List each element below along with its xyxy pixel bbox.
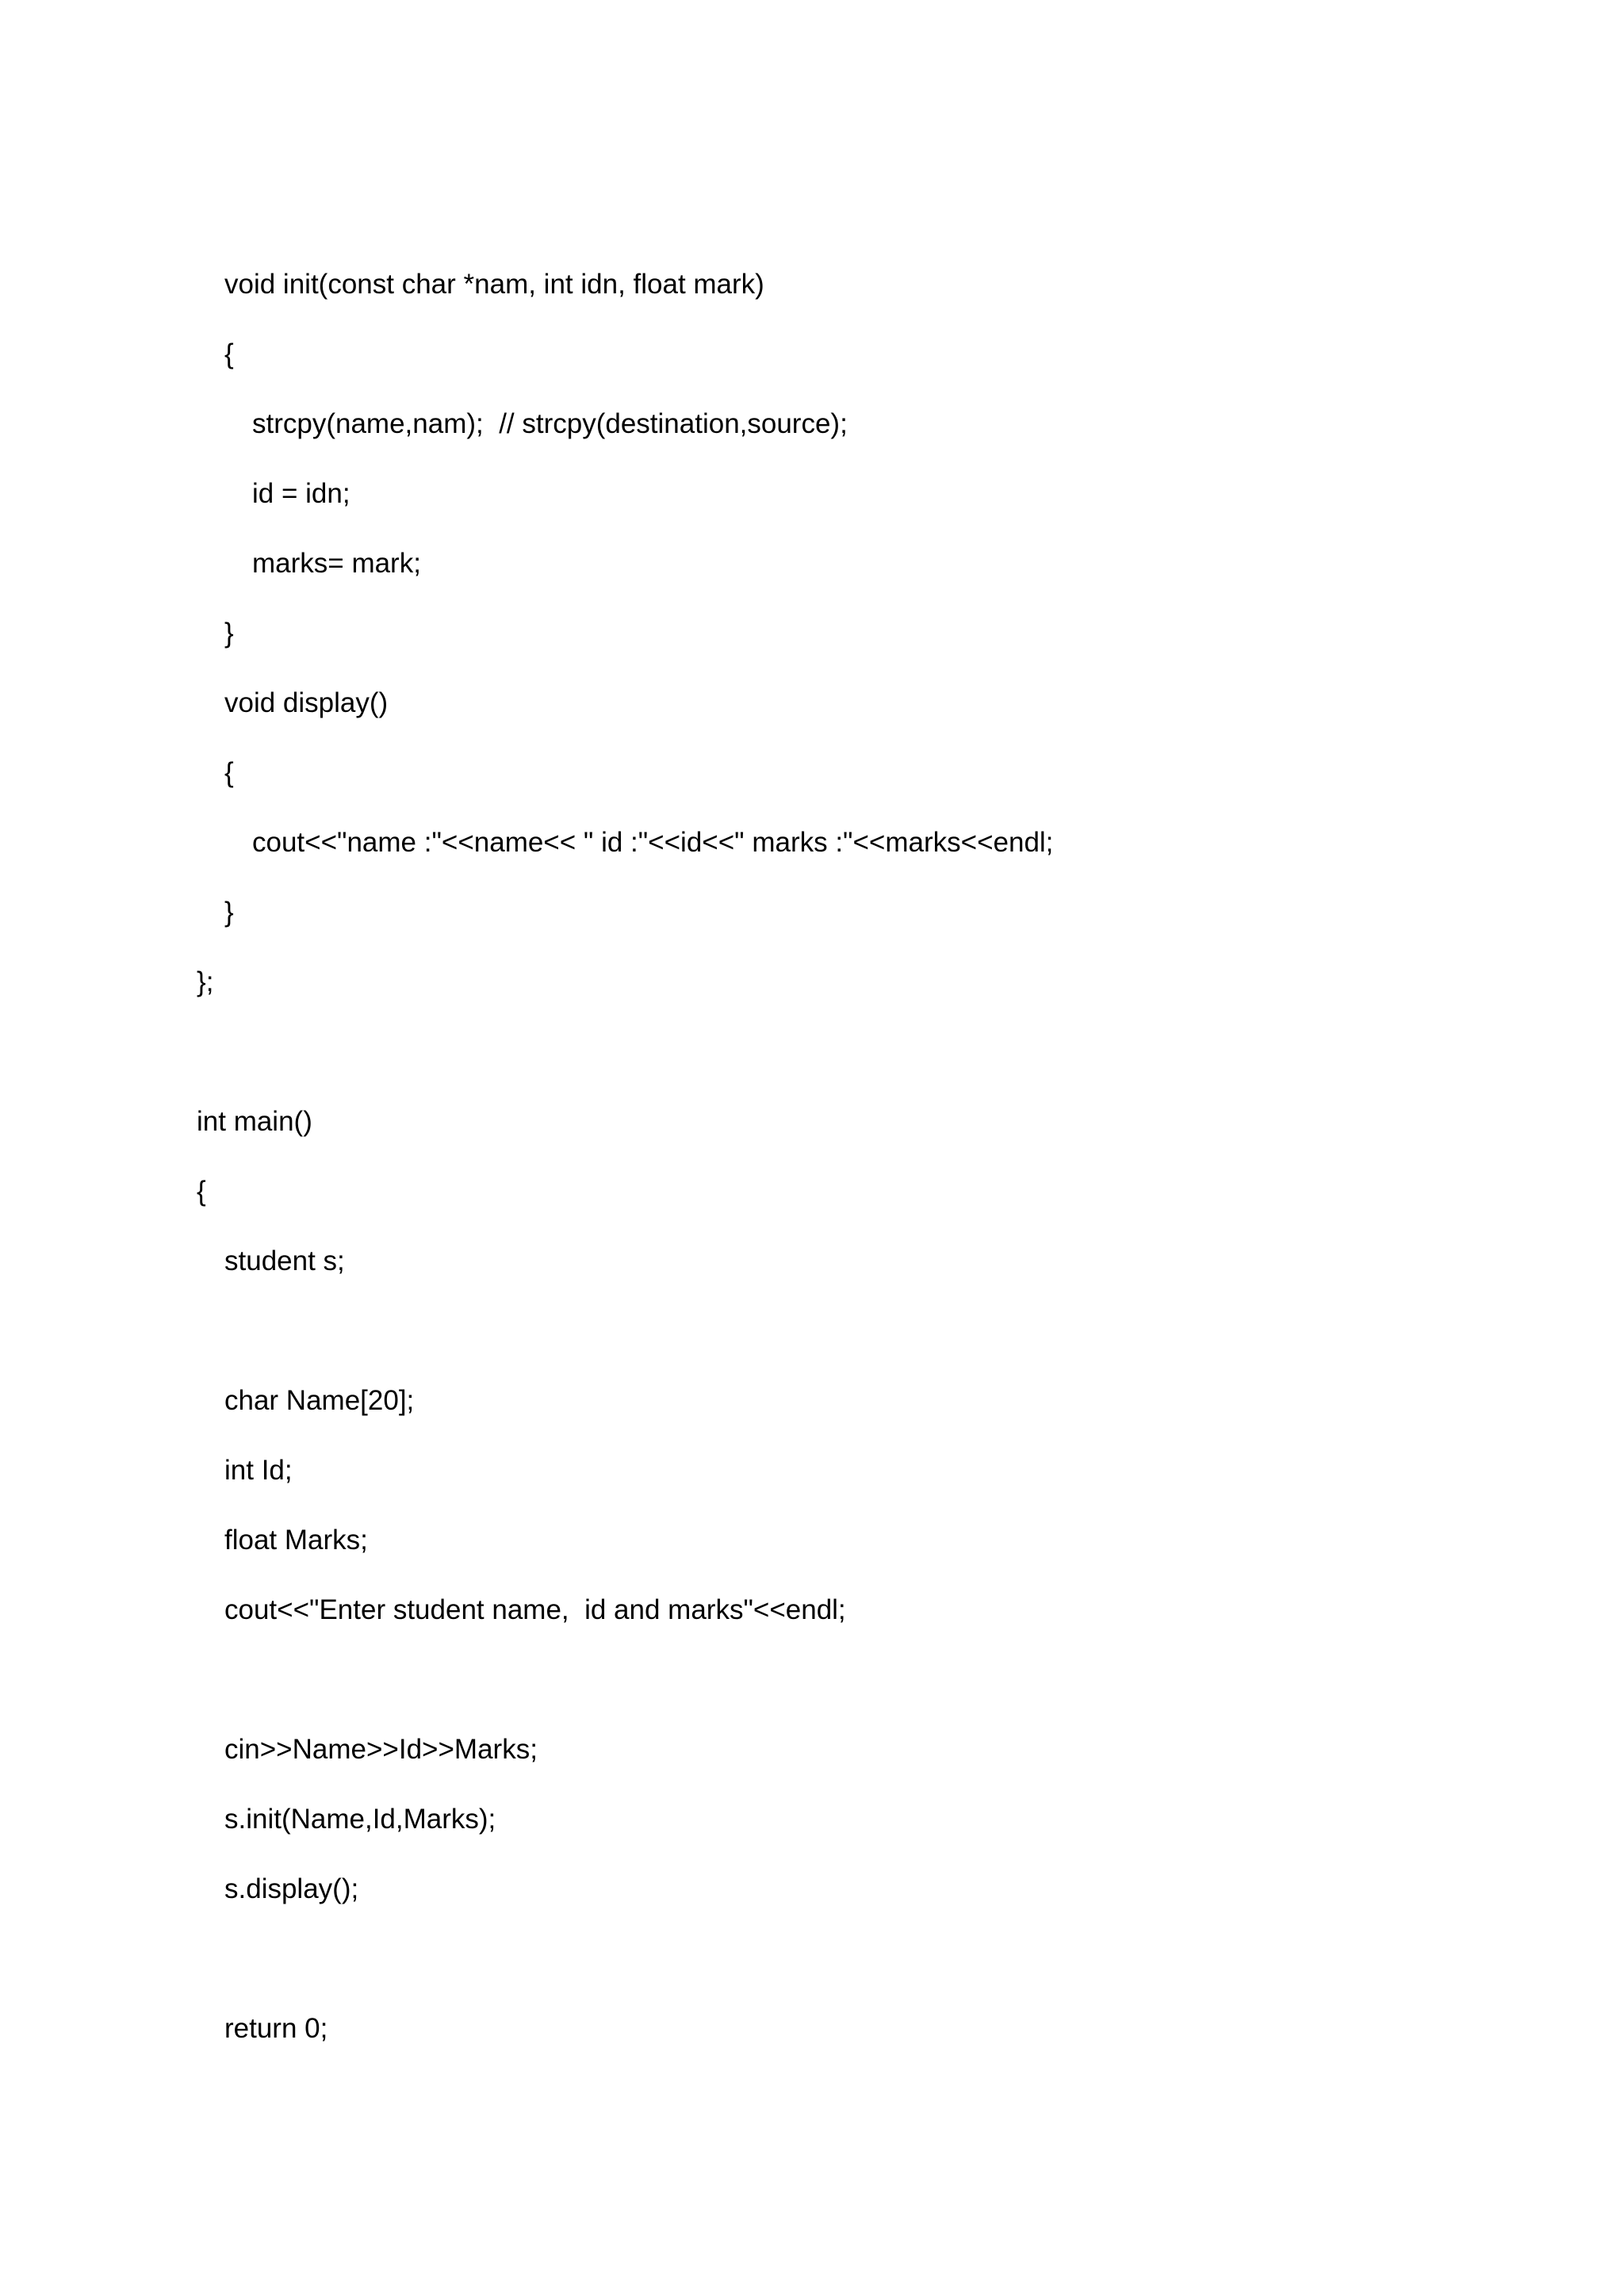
- code-line-1: void init(const char *nam, int idn, float mark): [224, 269, 764, 300]
- code-line-8: {: [224, 757, 234, 788]
- code-line-20: s.init(Name,Id,Marks);: [224, 1804, 496, 1835]
- code-line-2: {: [224, 339, 234, 369]
- code-line-11: };: [197, 966, 214, 997]
- code-line-19: cin>>Name>>Id>>Marks;: [224, 1734, 538, 1765]
- code-line-7: void display(): [224, 687, 389, 718]
- code-line-6: }: [224, 618, 234, 649]
- code-line-21: s.display();: [224, 1873, 359, 1904]
- code-line-18: cout<<"Enter student name, id and marks"<<endl;: [224, 1594, 846, 1625]
- code-line-16: int Id;: [224, 1455, 293, 1486]
- code-line-22: return 0;: [224, 2013, 328, 2044]
- code-line-14: student s;: [224, 1246, 345, 1276]
- code-line-17: float Marks;: [224, 1525, 368, 1556]
- code-line-15: char Name[20];: [224, 1385, 415, 1416]
- code-line-10: }: [224, 897, 234, 928]
- code-line-5: marks= mark;: [252, 548, 421, 579]
- code-line-3: strcpy(name,nam); // strcpy(destination,source);: [252, 408, 848, 439]
- code-line-12: int main(): [197, 1106, 312, 1137]
- code-line-9: cout<<"name :"<<name<< " id :"<<id<<" marks :"<<marks<<endl;: [252, 827, 1054, 858]
- code-line-13: {: [197, 1176, 206, 1207]
- code-line-4: id = idn;: [252, 478, 350, 509]
